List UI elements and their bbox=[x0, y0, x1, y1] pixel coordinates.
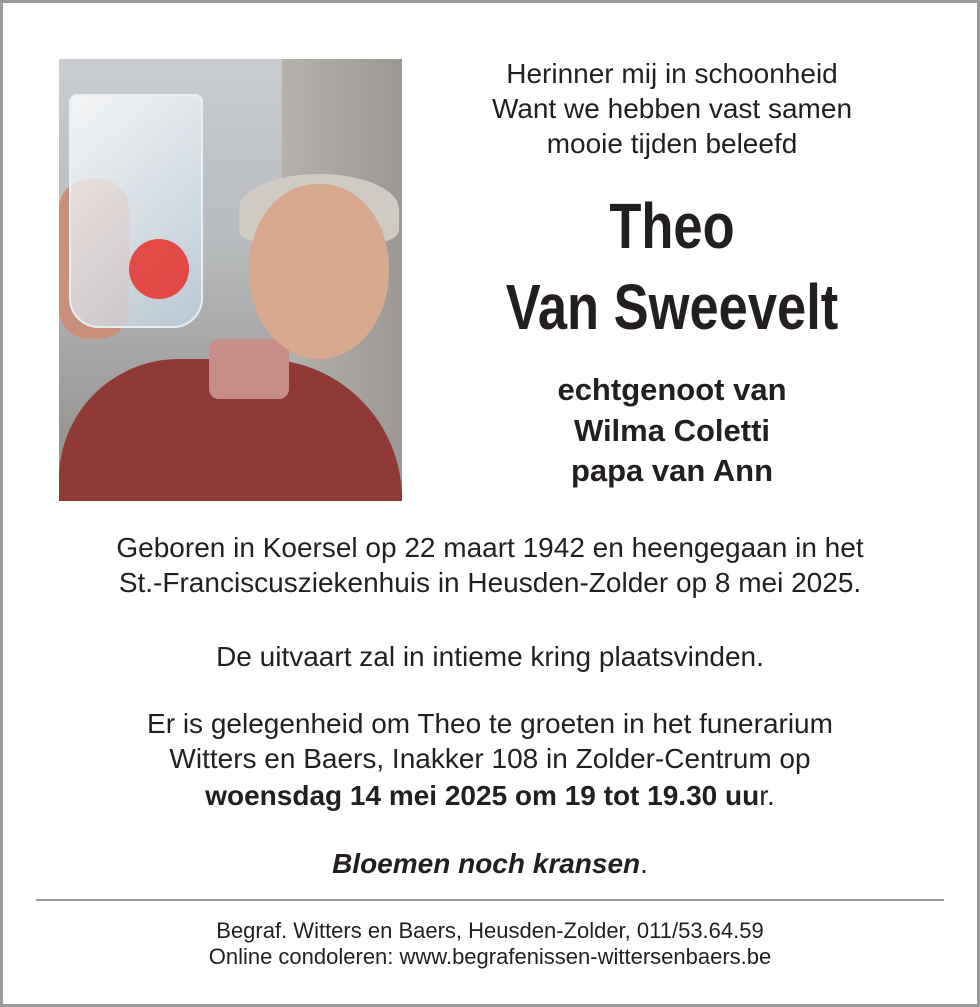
flowers-end: . bbox=[640, 848, 648, 879]
relations bbox=[452, 370, 892, 492]
visit-text bbox=[0, 706, 980, 813]
visit-date-end: r. bbox=[759, 780, 775, 811]
first-name: Theo bbox=[609, 190, 735, 262]
birth-line: St.-Franciscusziekenhuis in Heusden-Zolder op 8 mei 2025. bbox=[118, 567, 862, 598]
poem-line: mooie tijden beleefd bbox=[546, 128, 798, 159]
funeral-text: De uitvaart zal in intieme kring plaatsvinden. bbox=[216, 641, 764, 672]
relation-line: Wilma Coletti bbox=[573, 412, 771, 448]
birth-text bbox=[0, 530, 980, 600]
undertaker-info: Begraf. Witters en Baers, Heusden-Zolder, 011/53.64.59 bbox=[216, 918, 764, 943]
visit-date-line bbox=[0, 778, 980, 813]
poem-line: Herinner mij in schoonheid bbox=[506, 58, 838, 89]
footer bbox=[0, 918, 980, 970]
relation-line: papa van Ann bbox=[570, 453, 774, 488]
poem bbox=[462, 56, 882, 161]
visit-line: Witters en Baers, Inakker 108 in Zolder-Centrum op bbox=[169, 743, 811, 774]
visit-date: woensdag 14 mei 2025 om 19 tot 19.30 uu bbox=[205, 780, 760, 811]
flowers-text bbox=[0, 846, 980, 881]
flowers-note: Bloemen noch kransen bbox=[332, 848, 641, 879]
last-name: Van Sweevelt bbox=[505, 271, 839, 343]
portrait-photo bbox=[59, 59, 402, 501]
birth-line: Geboren in Koersel op 22 maart 1942 en heengegaan in het bbox=[116, 532, 864, 563]
relation-line: echtgenoot van bbox=[557, 372, 787, 407]
visit-line: Er is gelegenheid om Theo te groeten in het funerarium bbox=[147, 708, 833, 739]
condolence-link[interactable]: Online condoleren: www.begrafenissen-wittersenbaers.be bbox=[208, 944, 772, 969]
divider bbox=[36, 899, 944, 901]
poem-line: Want we hebben vast samen bbox=[491, 93, 853, 124]
